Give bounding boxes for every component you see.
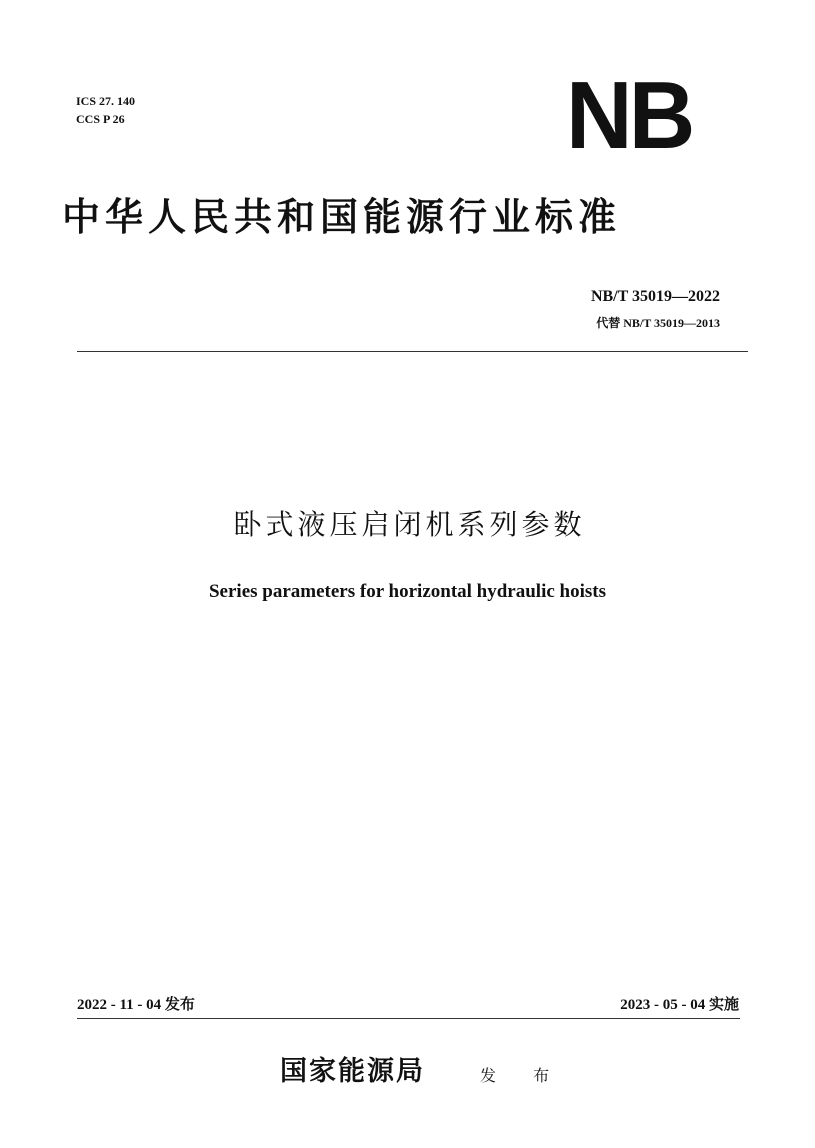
publisher-name: 国家能源局 — [280, 1056, 425, 1087]
top-divider — [77, 351, 748, 352]
publish-label: 发 布 — [480, 1066, 566, 1085]
replaced-standard: 代替 NB/T 35019—2013 — [596, 316, 720, 330]
standard-number: NB/T 35019—2022 — [590, 288, 720, 305]
ics-code: ICS 27. 140 — [76, 94, 136, 108]
implementation-date: 2023 - 05 - 04 实施 — [620, 997, 739, 1013]
standard-category-title: 中华人民共和国能源行业标准 — [62, 194, 622, 239]
nb-logo: NB — [566, 62, 692, 169]
issue-date: 2022 - 11 - 04 发布 — [77, 997, 195, 1013]
bottom-divider — [77, 1018, 740, 1019]
classification-codes — [76, 92, 135, 128]
ccs-code: CCS P 26 — [76, 112, 125, 126]
document-title-english: Series parameters for horizontal hydraulic hoists — [208, 581, 607, 602]
document-title-chinese: 卧式液压启闭机系列参数 — [233, 508, 586, 541]
